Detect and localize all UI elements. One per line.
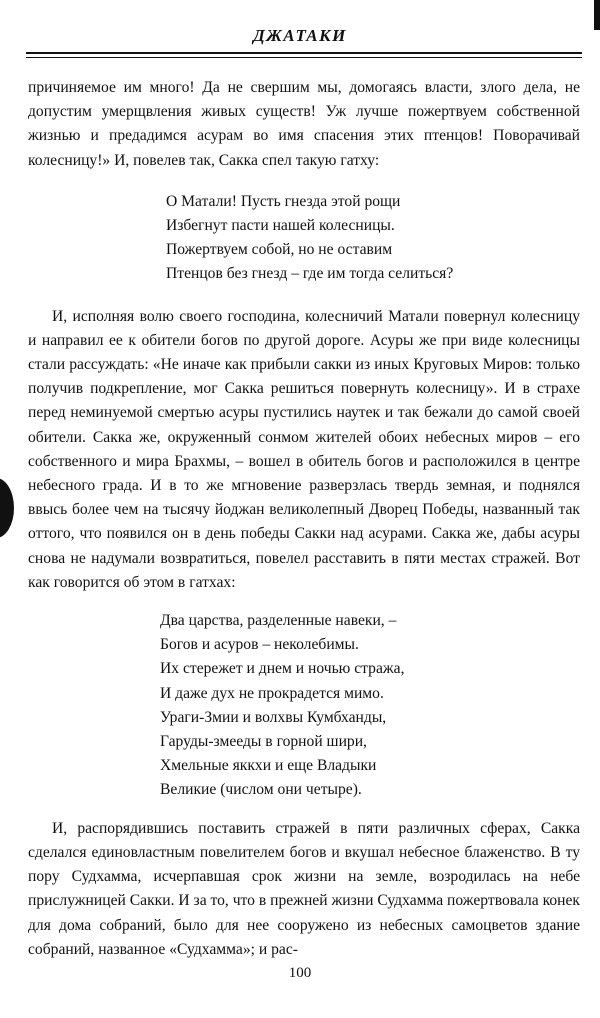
- paragraph-1: причиняемое им много! Да не свершим мы, домогаясь власти, злого дела, не допустим умерщвления живых существ! Уж лучше пожертвуем собственной жизнью и предадимся асурам во имя спасения этих птенцов! Поворачивай колесницу!» И, повелев так, Сакка спел такую гатху:: [28, 79, 580, 169]
- verse-line: Великие (числом они четыре).: [160, 781, 362, 799]
- verse-line: О Матали! Пусть гнезда этой рощи: [166, 192, 401, 210]
- verse-block-1: [166, 190, 580, 287]
- verse-line: Избегнут пасти нашей колесницы.: [166, 217, 395, 235]
- verse-block-2: [160, 609, 580, 803]
- page-body: [28, 76, 580, 962]
- verse-line: Их стережет и днем и ночью стража,: [160, 660, 405, 678]
- running-header-title: ДЖАТАКИ: [253, 26, 347, 45]
- verse-line: Гаруды-змееды в горной шири,: [160, 733, 367, 751]
- verse-line: Два царства, разделенные навеки, –: [160, 612, 397, 630]
- verse-line: Птенцов без гнезд – где им тогда селиться?: [166, 265, 454, 283]
- paragraph-2: И, исполняя волю своего господина, колесничий Матали повернул колесницу и направил ее к обители богов по другой дороге. Асуры же при виде колесницы стали рассуждать: «Не иначе как прибыли сакки из иных Круговых Миров: только получив подкрепление, мог Сакка решиться повернуть колесницу». И в страхе перед неминуемой смертью асуры пустились наутек и так бежали до самой своей обители. Сакка же, окруженный сонмом жителей обоих небесных миров – его собственного и мира Брахмы, – вошел в обитель богов и расположился в центре небесного града. И в то же мгновение разверзлась твердь земная, и поднялся ввысь более чем на тысячу йоджан великолепный Дворец Победы, названный так оттого, что появился он в день победы Сакки над асурами. Сакка же, дабы асуры снова не надумали возвратиться, повелел расставить в пяти местах стражей. Вот как говорится об этом в гатхах:: [28, 307, 580, 591]
- verse-line: Пожертвуем собой, но не оставим: [166, 241, 393, 259]
- header-rule-thick: [26, 52, 582, 54]
- page-number: 100: [288, 965, 312, 981]
- verse-line: Хмельные яккхи и еще Владыки: [160, 757, 377, 775]
- verse-line: Ураги-Змии и волхвы Кумбханды,: [160, 708, 387, 726]
- header-rule-thin: [26, 57, 582, 58]
- scan-thumb-shadow: [0, 478, 14, 538]
- verse-line: Богов и асуров – неколебимы.: [160, 636, 359, 654]
- verse-line: И даже дух не прокрадется мимо.: [160, 684, 384, 702]
- paragraph-3: И, распорядившись поставить стражей в пяти различных сферах, Сакка сделался единовластным повелителем богов и вкушал небесное блаженство. В ту пору Судхамма, исчерпавшая срок жизни на земле, возродилась на небе прислужницей Сакки. И за то, что в прежней жизни Судхамма пожертвовала конек для дома собраний, было для нее сооружено из небесных самоцветов здание собраний, названное «Судхамма»; и рас-: [28, 819, 581, 958]
